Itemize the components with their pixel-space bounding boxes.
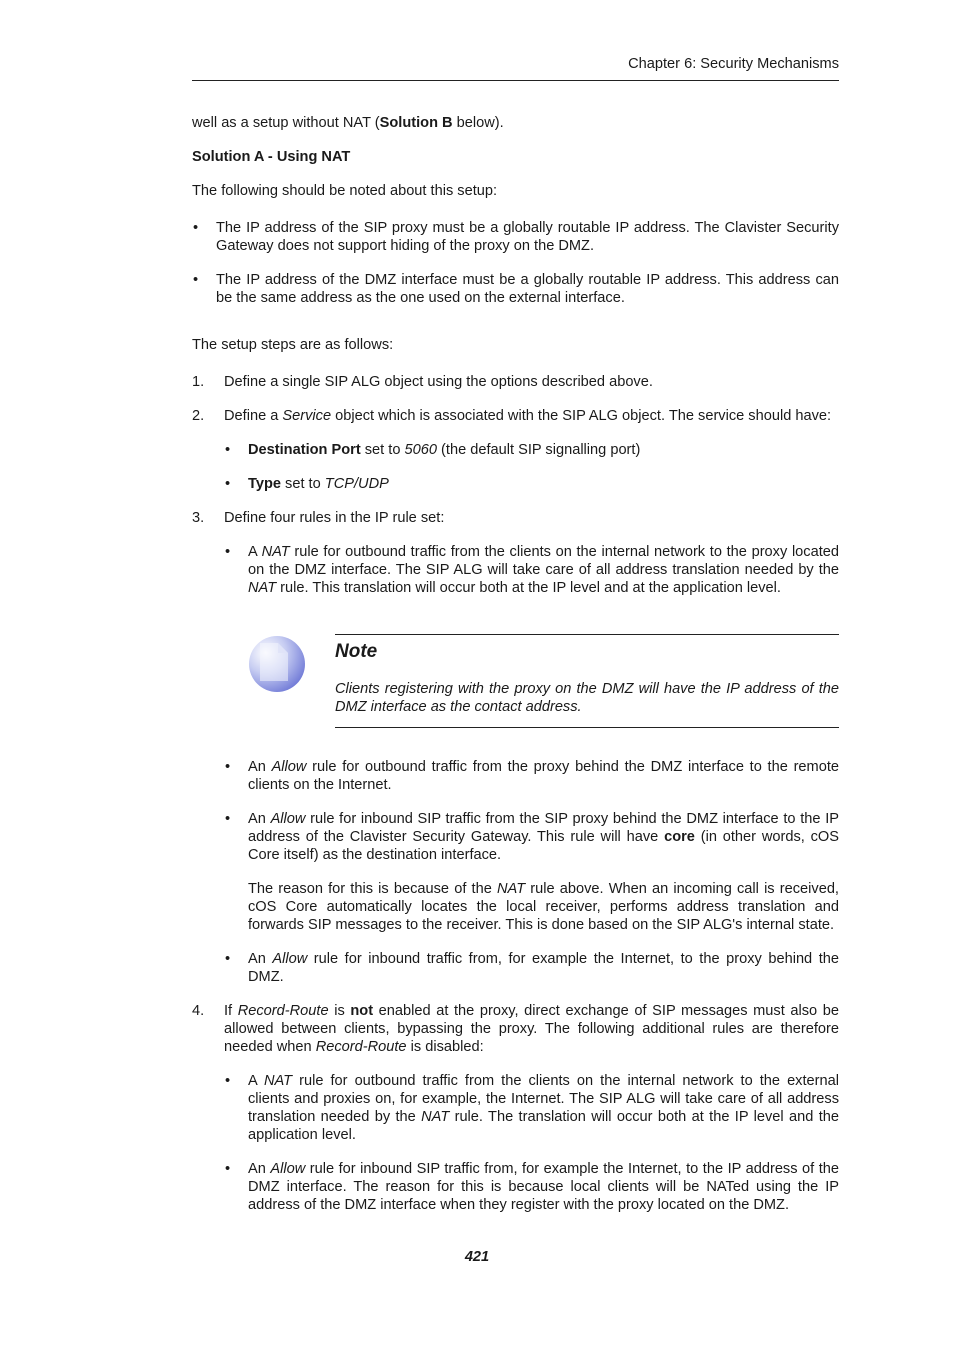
list-item: The IP address of the DMZ interface must be a globally routable IP address. This address can be the same address as the one used on the external interface. bbox=[216, 272, 839, 306]
bullet-marker: • bbox=[225, 442, 231, 458]
header-rule bbox=[192, 80, 839, 81]
bullet-marker: • bbox=[193, 220, 199, 236]
intro-paragraph: well as a setup without NAT (Solution B below). bbox=[192, 115, 504, 131]
bullet-marker: • bbox=[193, 272, 199, 288]
list-item: A NAT rule for outbound traffic from the clients on the internal network to the external clients and proxies on, for example, the Internet. The SIP ALG will take care of all address translation needed by the NAT rule. The translation will occur both at the IP level and the application level. bbox=[248, 1073, 839, 1143]
list-item: An Allow rule for inbound traffic from, for example the Internet, to the proxy behind the DMZ. bbox=[248, 951, 839, 985]
page-number: 421 bbox=[464, 1249, 490, 1265]
solution-a-heading: Solution A - Using NAT bbox=[192, 149, 351, 165]
list-item: An Allow rule for inbound SIP traffic from the SIP proxy behind the DMZ interface to the IP address of the Clavister Security Gateway. This rule will have core (in other words, cOS Core itself) as the destination interface. bbox=[248, 811, 840, 863]
list-item: An Allow rule for outbound traffic from the proxy behind the DMZ interface to the remote clients on the Internet. bbox=[248, 759, 839, 793]
note-bottom-rule bbox=[335, 727, 839, 728]
bullet-marker: • bbox=[225, 1161, 231, 1177]
step-3-text: Define four rules in the IP rule set: bbox=[224, 510, 445, 526]
list-item: A NAT rule for outbound traffic from the clients on the internal network to the proxy located on the DMZ interface. The SIP ALG will take care of all address translation needed by the NAT rule. This translation will occur both at the IP level and at the application level. bbox=[248, 544, 840, 596]
step-number: 3. bbox=[192, 510, 205, 526]
running-header: Chapter 6: Security Mechanisms bbox=[628, 56, 839, 72]
note-top-rule bbox=[335, 634, 839, 635]
bullet-marker: • bbox=[225, 811, 231, 827]
list-item: Destination Port set to 5060 (the default SIP signalling port) bbox=[248, 442, 641, 458]
reason-paragraph: The reason for this is because of the NAT rule above. When an incoming call is received, cOS Core automatically locates the local receiver, performs address translation and forwards SIP messages to the receiver. This is done based on the SIP ALG's internal state. bbox=[248, 881, 839, 933]
note-icon bbox=[248, 635, 306, 693]
bullet-marker: • bbox=[225, 476, 231, 492]
note-text: Clients registering with the proxy on the DMZ will have the IP address of the DMZ interface as the contact address. bbox=[335, 681, 839, 715]
step-2-text: Define a Service object which is associated with the SIP ALG object. The service should have: bbox=[224, 408, 832, 424]
note-title: Note bbox=[335, 641, 378, 662]
bullet-marker: • bbox=[225, 544, 231, 560]
step-number: 2. bbox=[192, 408, 205, 424]
step-4-text: If Record-Route is not enabled at the proxy, direct exchange of SIP messages must also be allowed between clients, bypassing the proxy. The following additional rules are therefore needed when Record-Route is disabled: bbox=[224, 1003, 839, 1055]
list-item: The IP address of the SIP proxy must be a globally routable IP address. The Clavister Security Gateway does not support hiding of the proxy on the DMZ. bbox=[216, 220, 839, 254]
step-1-text: Define a single SIP ALG object using the options described above. bbox=[224, 374, 653, 390]
bullet-marker: • bbox=[225, 951, 231, 967]
bullet-marker: • bbox=[225, 1073, 231, 1089]
list-item: An Allow rule for inbound SIP traffic from, for example the Internet, to the IP address of the DMZ interface. The reason for this is because local clients will be NATed using the IP address of the DMZ interface when they register with the proxy located on the DMZ. bbox=[248, 1161, 840, 1213]
noted-intro: The following should be noted about this setup: bbox=[192, 183, 498, 199]
step-number: 1. bbox=[192, 374, 205, 390]
steps-intro: The setup steps are as follows: bbox=[192, 337, 394, 353]
step-number: 4. bbox=[192, 1003, 205, 1019]
list-item: Type set to TCP/UDP bbox=[248, 476, 389, 492]
bullet-marker: • bbox=[225, 759, 231, 775]
